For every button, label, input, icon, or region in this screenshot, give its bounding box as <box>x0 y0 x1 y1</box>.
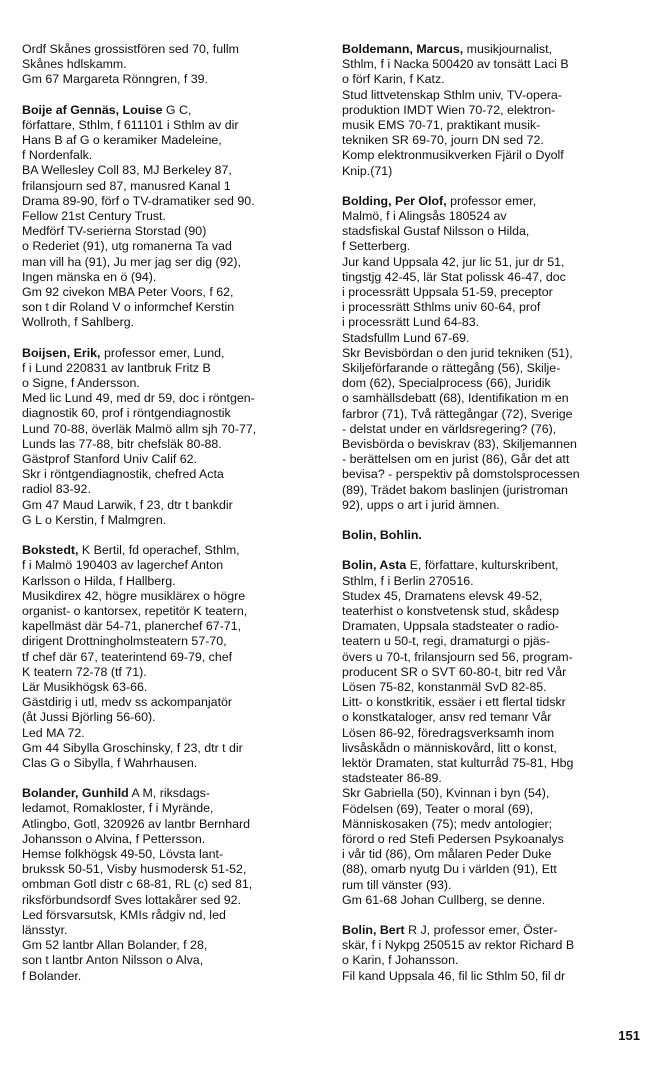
entry-line: kapellmäst där 54-71, planerchef 67-71, <box>22 619 242 634</box>
right-column <box>342 42 640 999</box>
entry-line <box>342 558 640 573</box>
entry-headword: Bolander, Gunhild <box>22 786 129 801</box>
entry-line: Skr Bevisbördan o den jurid tekniken (51), <box>342 345 573 360</box>
entry-line: Komp elektronmusikverken Fjäril o Dyolf <box>342 148 564 163</box>
entry-line: tekniken SR 69-70, journ DN sed 72. <box>342 133 544 148</box>
entry-text: G C, <box>162 102 192 117</box>
entry-line: Med lic Lund 49, med dr 59, doc i röntgen- <box>22 391 255 406</box>
entry-headword: Boije af Gennäs, Louise <box>22 102 163 117</box>
entry-line: o Rederiet (91), utg romanerna Ta vad <box>22 239 232 254</box>
entry-line: tf chef där 67, teaterintend 69-79, chef <box>22 649 233 664</box>
entry-headword: Boldemann, Marcus, <box>342 42 464 56</box>
entry-line: radiol 83-92. <box>22 482 91 497</box>
entry-line: lektör Dramaten, stat kulturråd 75-81, Hbg <box>342 755 574 770</box>
entry-line: i processrätt Lund 64-83. <box>342 315 480 330</box>
entry-line: Drama 89-90, förf o TV-dramatiker sed 90. <box>22 193 255 208</box>
entry-line: man vill ha (91), Ju mer jag ser dig (92), <box>22 254 241 269</box>
entry-line: teaterhist o konstvetensk stud, skådesp <box>342 603 559 618</box>
entry-line: i processrätt Uppsala 51-59, preceptor <box>342 285 553 300</box>
entry-line: Litt- o konstkritik, essäer i ett flertal tidskr <box>342 695 566 710</box>
entry-line: 92), upps o art i jurid ämnen. <box>342 497 500 512</box>
entry-line: producent SR o SVT 60-80-t, bitr red Vår <box>342 664 567 679</box>
entry <box>22 42 320 88</box>
entry-line: Gästprof Stanford Univ Calif 62. <box>22 452 197 467</box>
entry-text: A M, riksdags- <box>128 786 210 801</box>
entry-headword: Bolin, Bohlin. <box>342 528 422 543</box>
entry-line: frilansjourn sed 87, manusred Kanal 1 <box>22 178 231 193</box>
entry-headword: Bolding, Per Olof, <box>342 193 447 208</box>
entry <box>22 543 320 771</box>
entry-line <box>22 786 320 801</box>
entry-line: författare, Sthlm, f 611101 i Sthlm av dir <box>22 117 239 132</box>
entry-line: Hemse folkhögsk 49-50, Lövsta lant- <box>22 846 224 861</box>
entry-line: Skiljeförfarande o rättegång (56), Skilje- <box>342 361 561 376</box>
entry-line: stadsteater 86-89. <box>342 771 442 786</box>
entry-line: o samhällsdebatt (68), Identifikation m en <box>342 391 569 406</box>
entry-line: f Nordenfalk. <box>22 148 93 163</box>
entry-line <box>342 923 640 938</box>
entry-line: Människosaken (75); medv antologier; <box>342 816 553 831</box>
entry <box>22 103 320 331</box>
entry-line: länsstyr. <box>22 922 68 937</box>
entry-line: o Signe, f Andersson. <box>22 376 140 391</box>
entry-line: Wollroth, f Sahlberg. <box>22 315 135 330</box>
entry-line: musik EMS 70-71, praktikant musik- <box>342 118 541 133</box>
entry <box>342 923 640 984</box>
entry-line: Lär Musikhögsk 63-66. <box>22 679 148 694</box>
entry-line: f Bolander. <box>22 968 82 983</box>
entry-line: Bevisbörda o beviskrav (83), Skiljemannen <box>342 437 577 452</box>
entry-line: f i Malmö 190403 av lagerchef Anton <box>22 558 224 573</box>
entry-line: Ordf Skånes grossistfören sed 70, fullm <box>22 42 239 56</box>
entry-line: Musikdirex 42, högre musiklärex o högre <box>22 588 246 603</box>
entry-line: övers u 70-t, frilansjourn sed 56, program- <box>342 649 573 664</box>
entry-line: i vår tid (86), Om målaren Peder Duke <box>342 847 552 862</box>
entry-line: - berättelsen om en jurist (86), Går det att <box>342 452 570 467</box>
entry-line: Gm 61-68 Johan Cullberg, se denne. <box>342 892 546 907</box>
entry-text: musikjournalist, <box>463 42 553 56</box>
entry-line: Malmö, f i Alingsås 180524 av <box>342 209 507 224</box>
entry-line: farbror (71), Två rättegångar (72), Sverige <box>342 406 573 421</box>
entry-headword: Boijsen, Erik, <box>22 345 101 360</box>
entry-line: Stadsfullm Lund 67-69. <box>342 330 470 345</box>
entry-line: Gm 92 civekon MBA Peter Voors, f 62, <box>22 285 234 300</box>
entry <box>342 42 640 179</box>
entry-line: o förf Karin, f Katz. <box>342 72 445 87</box>
entry-text: R J, professor emer, Öster- <box>404 922 558 937</box>
entry-line: rum till vänster (93). <box>342 877 452 892</box>
entry-line: bevisa? - perspektiv på domstolsprocessen <box>342 467 580 482</box>
entry-line: Sthlm, f i Nacka 500420 av tonsätt Laci B <box>342 57 569 72</box>
entry-line: Studex 45, Dramatens elevsk 49-52, <box>342 588 543 603</box>
entry-line: Skr Gabriella (50), Kvinnan i byn (54), <box>342 786 550 801</box>
entry-line: diagnostik 60, prof i röntgendiagnostik <box>22 406 231 421</box>
entry-line: Födelsen (69), Teater o moral (69), <box>342 801 534 816</box>
entry-line: Medförf TV-serierna Storstad (90) <box>22 224 207 239</box>
entry-line: Lösen 75-82, konstanmäl SvD 82-85. <box>342 679 547 694</box>
entry-headword: Bokstedt, <box>22 543 79 558</box>
entry-line: Ingen mänska en ö (94). <box>22 269 157 284</box>
entry-line: (88), omarb nyutg Du i världen (91), Ett <box>342 862 557 877</box>
entry-line: G L o Kerstin, f Malmgren. <box>22 512 167 527</box>
entry-line: f Setterberg. <box>342 239 411 254</box>
entry-line: Gästdirig i utl, medv ss ackompanjatör <box>22 695 233 710</box>
entry-line <box>22 346 320 361</box>
entry-text: E, författare, kulturskribent, <box>406 558 559 573</box>
entry-line: Stud littvetenskap Sthlm univ, TV-opera- <box>342 87 562 102</box>
entry-line: o konstkataloger, ansv red temanr Vår <box>342 710 552 725</box>
entry-headword: Bolin, Asta <box>342 558 407 573</box>
entry-line: o Karin, f Johansson. <box>342 953 459 968</box>
entry-line <box>342 42 640 57</box>
entry-line: Gm 52 lantbr Allan Bolander, f 28, <box>22 938 208 953</box>
entry-line: Lösen 86-92, föredragsverksamh inom <box>342 725 555 740</box>
entry-line: teatern u 50-t, regi, dramaturgi o pjäs- <box>342 634 550 649</box>
entry-line: produktion IMDT Wien 70-72, elektron- <box>342 102 556 117</box>
entry-line: riksförbundsordf Sves lottakårer sed 92. <box>22 892 242 907</box>
page-number: 151 <box>618 1028 640 1043</box>
entry-line: Dramaten, Uppsala stadsteater o radio- <box>342 619 559 634</box>
entry-line: Sthlm, f i Berlin 270516. <box>342 573 474 588</box>
entry-line: Knip.(71) <box>342 163 393 178</box>
entry-line: Lunds las 77-88, bitr chefsläk 80-88. <box>22 436 222 451</box>
entry-line: ledamot, Romakloster, f i Myrände, <box>22 801 214 816</box>
entry-line: dom (62), Specialprocess (66), Juridik <box>342 376 551 391</box>
entry-line: Skr i röntgendiagnostik, chefred Acta <box>22 467 224 482</box>
entry-line <box>22 543 320 558</box>
entry-line: Led försvarsutsk, KMIs rådgiv nd, led <box>22 907 226 922</box>
entry-headword: Bolin, Bert <box>342 922 405 937</box>
entry <box>22 786 320 984</box>
entry-line: Gm 47 Maud Larwik, f 23, dtr t bankdir <box>22 497 233 512</box>
entry-line: förord o red Stefi Pedersen Psykoanalys <box>342 831 564 846</box>
entry-text: professor emer, <box>446 193 537 208</box>
entry-line: brukssk 50-51, Visby husmodersk 51-52, <box>22 862 247 877</box>
left-column <box>22 42 320 999</box>
entry-line: (åt Jussi Björling 56-60). <box>22 710 156 725</box>
entry-line: dirigent Drottningholmsteatern 57-70, <box>22 634 227 649</box>
entry-line: Fellow 21st Century Trust. <box>22 209 166 224</box>
entry-line: Skånes hdlskamm. <box>22 57 127 72</box>
entry <box>342 528 640 543</box>
entry-line: K teatern 72-78 (tf 71). <box>22 664 147 679</box>
entry-line <box>22 103 320 118</box>
entry-line: livsåskådn o människovård, litt o konst, <box>342 740 557 755</box>
entry-line: Clas G o Sibylla, f Wahrhausen. <box>22 755 198 770</box>
entry-line: son t lantbr Anton Nilsson o Alva, <box>22 953 204 968</box>
entry-line: ombman Gotl distr c 68-81, RL (c) sed 81, <box>22 877 253 892</box>
entry-text: professor emer, Lund, <box>100 345 225 360</box>
entry-line: stadsfiskal Gustaf Nilsson o Hilda, <box>342 224 530 239</box>
entry-line: organist- o kantorsex, repetitör K teatern, <box>22 603 248 618</box>
entry-line: Jur kand Uppsala 42, jur lic 51, jur dr 51, <box>342 254 565 269</box>
entry-line <box>342 194 640 209</box>
entry-text: K Bertil, fd operachef, Sthlm, <box>78 543 240 558</box>
entry-line: Gm 67 Margareta Rönngren, f 39. <box>22 72 208 87</box>
entry-line: i processrätt Sthlms univ 60-64, prof <box>342 300 541 315</box>
entry <box>22 346 320 528</box>
entry-line: Karlsson o Hilda, f Hallberg. <box>22 573 176 588</box>
entry-line: Gm 44 Sibylla Groschinsky, f 23, dtr t dir <box>22 740 243 755</box>
entry-line: Hans B af G o keramiker Madeleine, <box>22 133 222 148</box>
entry-line: Atlingbo, Gotl, 320926 av lantbr Bernhard <box>22 816 250 831</box>
entry-line: (89), Trädet bakom baslinjen (juristroman <box>342 482 568 497</box>
entry-line: Led MA 72. <box>22 725 85 740</box>
entry-line: f i Lund 220831 av lantbruk Fritz B <box>22 360 211 375</box>
entry-line: tingstjg 42-45, lär Stat polissk 46-47, doc <box>342 269 566 284</box>
entry-line: Johansson o Alvina, f Pettersson. <box>22 831 206 846</box>
entry-line: - delstat under en världsregering? (76), <box>342 421 557 436</box>
entry-line: Lund 70-88, överläk Malmö allm sjh 70-77, <box>22 421 257 436</box>
entry-line: son t dir Roland V o informchef Kerstin <box>22 300 235 315</box>
entry-line: Fil kand Uppsala 46, fil lic Sthlm 50, fil dr <box>342 968 566 983</box>
entry-line: BA Wellesley Coll 83, MJ Berkeley 87, <box>22 163 232 178</box>
entry-line <box>342 528 640 543</box>
entry-line: skär, f i Nykpg 250515 av rektor Richard B <box>342 938 575 953</box>
entry <box>342 558 640 908</box>
entry <box>342 194 640 513</box>
